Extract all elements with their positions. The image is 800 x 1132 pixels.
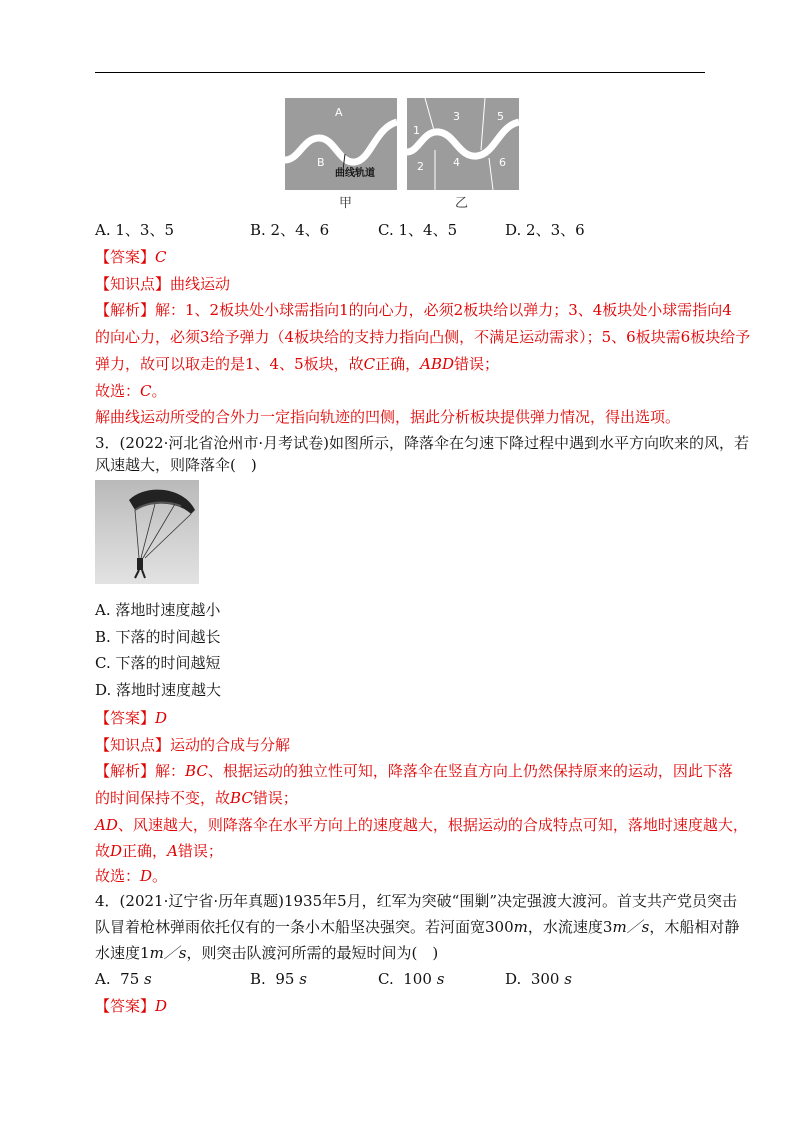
- q3-stem-line-2: 风速越大，则降落伞( ): [95, 456, 257, 474]
- figure-yi: [407, 98, 519, 190]
- plate-a-label: A: [335, 106, 343, 119]
- knowledge-label: 【知识点】: [95, 275, 171, 293]
- q3-analysis-line-3: [95, 815, 748, 835]
- stem-unit: m: [513, 918, 528, 936]
- option-value: 100: [403, 970, 432, 988]
- parachute-photo: [95, 480, 199, 584]
- analysis-text: 故: [95, 842, 111, 860]
- plate-4-label: 4: [453, 156, 460, 169]
- q4-stem-line-3: [95, 943, 438, 963]
- q3-stem-line-1: 3．(2022·河北省沧州市·月考试卷)如图所示，降落伞在匀速下降过程中遇到水平方向吹来的风，若: [95, 434, 749, 452]
- q4-option-a: [95, 969, 152, 989]
- q4-stem-line-1: 4．(2021·辽宁省·历年真题)1935年5月，红军为突破“围剿”决定强渡大渡河。首支共产党员突击: [95, 892, 738, 910]
- analysis-italic: BC: [230, 789, 253, 807]
- plate-1-label: 1: [413, 124, 420, 137]
- option-unit: s: [436, 970, 445, 988]
- choose-text: 故选：: [95, 867, 141, 885]
- option-value: 75: [120, 970, 140, 988]
- option-unit: s: [299, 970, 307, 988]
- option-letter: C.: [378, 970, 394, 988]
- q2-option-a: A. 1、3、5: [95, 221, 174, 239]
- answer-value: D: [155, 709, 168, 727]
- analysis-text: 解：1、2板块处小球需指向1的向心力，必须2板块给以弹力；3、4板块处小球需指向4: [155, 301, 732, 319]
- stem-number: 300: [485, 918, 514, 936]
- analysis-italic: ABD: [420, 355, 455, 373]
- choose-end: 。: [152, 867, 168, 885]
- q3-analysis-line-1: [95, 761, 733, 781]
- plate-5-label: 5: [497, 110, 504, 123]
- option-value: 300: [530, 970, 560, 988]
- stem-text: 队冒着枪林弹雨依托仅有的一条小木船坚决强突。若河面宽: [95, 918, 486, 936]
- analysis-text: 错误；: [454, 355, 500, 373]
- analysis-text: 、风速越大，则降落伞在水平方向上的速度越大，根据运动的合成特点可知，落地时速度越大，: [117, 816, 748, 834]
- q2-choose: [95, 381, 167, 401]
- q3-analysis-line-2: [95, 788, 298, 808]
- q2-option-d: D. 2、3、6: [505, 221, 585, 239]
- analysis-italic: AD: [95, 816, 118, 834]
- figure-jia-caption: 甲: [339, 196, 353, 211]
- q4-option-c: [378, 969, 444, 989]
- analysis-text: 错误；: [177, 842, 223, 860]
- knowledge-label: 【知识点】: [95, 736, 171, 754]
- analysis-label: 【解析】: [95, 301, 156, 319]
- header-rule: [95, 72, 705, 73]
- q4-option-b: [250, 969, 307, 989]
- analysis-text: 的时间保持不变，故: [95, 789, 231, 807]
- plate-2-label: 2: [417, 160, 424, 173]
- analysis-text: 正确，: [122, 842, 168, 860]
- q2-analysis-line-3: [95, 354, 499, 374]
- q3-knowledge-point: [95, 735, 290, 755]
- q3-choose: [95, 866, 167, 886]
- q2-option-b: B. 2、4、6: [250, 221, 330, 239]
- answer-label: 【答案】: [95, 997, 156, 1015]
- stem-text: ，木船相对静: [649, 918, 740, 936]
- option-letter: D.: [505, 970, 522, 988]
- q4-option-d: [505, 969, 572, 989]
- choose-end: 。: [151, 382, 167, 400]
- q3-option-a: A. 落地时速度越小: [95, 601, 221, 619]
- analysis-italic: BC: [185, 762, 208, 780]
- knowledge-value: 运动的合成与分解: [170, 736, 291, 754]
- q3-option-b: B. 下落的时间越长: [95, 628, 221, 646]
- parachute-icon: [95, 480, 199, 584]
- analysis-italic: A: [167, 842, 178, 860]
- choose-value: D: [140, 867, 153, 885]
- stem-number: 3: [602, 918, 613, 936]
- choose-value: C: [140, 382, 152, 400]
- analysis-text: 解：: [155, 762, 186, 780]
- answer-label: 【答案】: [95, 709, 156, 727]
- option-unit: s: [144, 970, 152, 988]
- option-letter: A.: [95, 970, 111, 988]
- choose-text: 故选：: [95, 382, 141, 400]
- q2-analysis-line-2: 的向心力，必须3给予弹力（4板块给的支持力指向凸侧，不满足运动需求）；5、6板块需6板块给予: [95, 328, 751, 346]
- q2-option-c: C. 1、4、5: [378, 221, 458, 239]
- q2-answer: [95, 247, 167, 267]
- answer-label: 【答案】: [95, 248, 156, 266]
- stem-text: ，水流速度: [527, 918, 603, 936]
- q3-analysis-line-4: [95, 841, 223, 861]
- answer-value: D: [155, 997, 168, 1015]
- stem-unit: m／s: [149, 944, 187, 962]
- stem-number: 1: [140, 944, 150, 962]
- q3-option-c: C. 下落的时间越短: [95, 654, 221, 672]
- stem-text: ，则突击队渡河所需的最短时间为( ): [186, 944, 439, 962]
- q4-answer: [95, 996, 167, 1016]
- option-letter: B.: [250, 970, 266, 988]
- knowledge-value: 曲线运动: [170, 275, 231, 293]
- option-unit: s: [564, 970, 572, 988]
- figure-jia: [285, 98, 397, 190]
- analysis-text: 弹力，故可以取走的是1、4、5板块，故: [95, 355, 364, 373]
- option-value: 95: [275, 970, 295, 988]
- analysis-italic: C: [363, 355, 376, 373]
- q2-note: 解曲线运动所受的合外力一定指向轨迹的凹侧，据此分析板块提供弹力情况，得出选项。: [95, 408, 681, 426]
- plate-6-label: 6: [499, 156, 506, 169]
- analysis-text: 正确，: [375, 355, 421, 373]
- q2-knowledge-point: [95, 274, 230, 294]
- q2-analysis-line-1: [95, 300, 732, 320]
- plate-3-label: 3: [453, 110, 460, 123]
- stem-text: 水速度: [95, 944, 141, 962]
- plate-b-label: B: [317, 156, 325, 169]
- q3-option-d: D. 落地时速度越大: [95, 681, 222, 699]
- analysis-italic: D: [110, 842, 123, 860]
- answer-value: C: [155, 248, 167, 266]
- analysis-text: 、根据运动的独立性可知，降落伞在竖直方向上仍然保持原来的运动，因此下落: [207, 762, 733, 780]
- q4-stem-line-2: [95, 917, 739, 937]
- analysis-label: 【解析】: [95, 762, 156, 780]
- track-label: 曲线轨道: [335, 168, 375, 179]
- figure-yi-caption: 乙: [455, 196, 469, 211]
- stem-unit: m／s: [612, 918, 650, 936]
- analysis-text: 错误；: [252, 789, 298, 807]
- q3-answer: [95, 708, 167, 728]
